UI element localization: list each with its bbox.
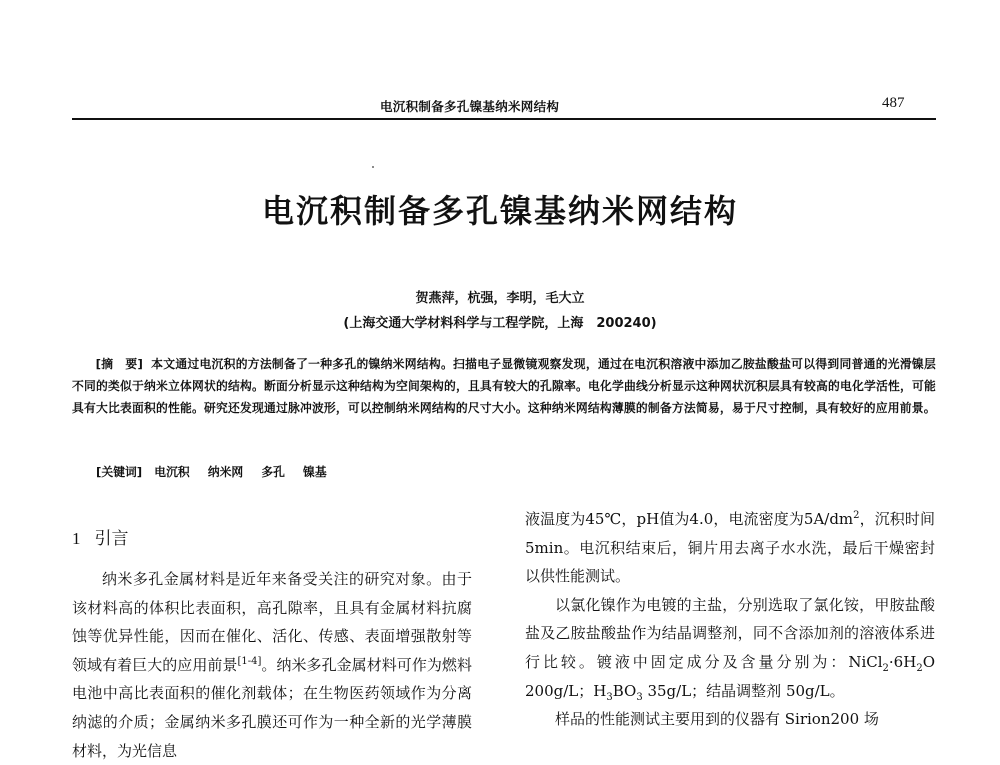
p2-sub: 3: [636, 691, 643, 703]
methods-paragraph-2: [525, 591, 935, 705]
keyword-item: 镍基: [303, 465, 327, 479]
keyword-item: 多孔: [261, 465, 285, 479]
p1-text-a: 液温度为45℃，pH值为4.0，电流密度为5A/dm: [525, 510, 854, 528]
section-title: 引言: [94, 529, 129, 549]
p2-sub: 2: [882, 662, 889, 674]
p2-text-c: O 200g/L；H: [525, 652, 935, 700]
scan-dot: [372, 166, 374, 168]
p2-text-e: 35g/L；结晶调整剂 50g/L。: [642, 681, 845, 700]
intro-text-b: 。纳米多孔金属材料可作为燃料电池中高比表面积的催化剂载体；在生物医药领域作为分离纳滤的介质；金属纳米多孔膜还可作为一种全新的光学薄膜材料，为光信息: [72, 655, 472, 760]
intro-text-a: 纳米多孔金属材料是近年来备受关注的研究对象。由于该材料高的体积比表面积，高孔隙率，且具有金属材料抗腐蚀等优异性能，因而在催化、活化、传感、表面增强散射等领域有着巨大的应用前景: [72, 570, 472, 674]
p2-sub: 3: [606, 691, 613, 703]
affiliation: (上海交通大学材料科学与工程学院，上海 200240): [343, 316, 657, 331]
abstract: [72, 353, 936, 419]
methods-paragraph-3: 样品的性能测试主要用到的仪器有 Sirion200 场: [555, 710, 879, 729]
p2-text-b: ·6H: [888, 652, 917, 671]
abstract-text: 本文通过电沉积的方法制备了一种多孔的镍纳米网结构。扫描电子显微镜观察发现，通过在电沉积溶液中添加乙胺盐酸盐可以得到同普通的光滑镍层不同的类似于纳米立体网状的结构。断面分析显示这种结构为空间架构的，且具有较大的孔隙率。电化学曲线分析显示这种网状沉积层具有较高的电化学活性，可能具有大比表面积的性能。研究还发现通过脉冲波形，可以控制纳米网结构的尺寸大小。这种纳米网结构薄膜的制备方法简易，易于尺寸控制，具有较好的应用前景。: [72, 357, 936, 415]
section-heading: [72, 524, 129, 549]
methods-paragraph-1: [525, 505, 935, 591]
p2-text-a: 以氯化镍作为电镀的主盐，分别选取了氯化铵，甲胺盐酸盐及乙胺盐酸盐作为结晶调整剂，同不含添加剂的溶液体系进行比较。镀液中固定成分及含量分别为：NiCl: [525, 595, 935, 671]
keywords: [72, 463, 341, 480]
p2-sub: 2: [916, 662, 923, 674]
authors: 贺燕萍，杭强，李明，毛大立: [415, 291, 585, 306]
abstract-label: [摘 要]: [95, 357, 144, 371]
paper-title: 电沉积制备多孔镍基纳米网结构: [261, 192, 738, 230]
keywords-label: [关键词]: [96, 465, 143, 479]
citation-ref: [1-4]: [237, 655, 262, 667]
p1-sup: 2: [853, 510, 860, 521]
right-column: [525, 505, 935, 734]
running-title: 电沉积制备多孔镍基纳米网结构: [380, 99, 560, 114]
intro-paragraph: [72, 565, 472, 765]
keyword-item: 电沉积: [154, 465, 190, 479]
keyword-item: 纳米网: [207, 465, 244, 479]
p2-text-d: BO: [612, 681, 637, 700]
section-number: 1: [72, 529, 81, 548]
p1-text-b: ，沉积时间5min。电沉积结束后，铜片用去离子水水洗，最后干燥密封以供性能测试。: [525, 510, 935, 586]
page-number: 487: [882, 95, 905, 111]
header-rule: [72, 118, 936, 120]
